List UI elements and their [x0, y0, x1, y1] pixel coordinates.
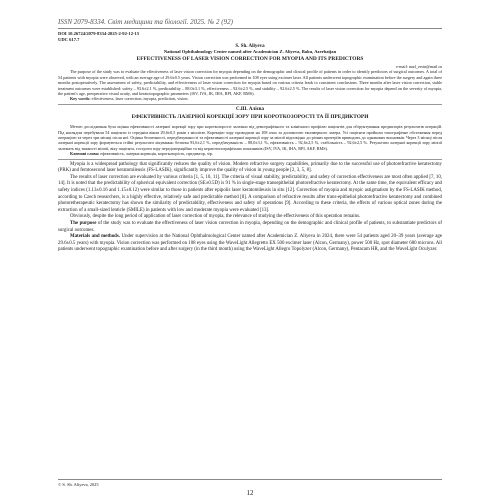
- purpose-text: of the study was to evaluate the effectiveness of laser vision correction in myopia, depending on the demographic and clinical profile of patients, to substantiate predictors of surgical outcomes.: [58, 221, 442, 233]
- body-paragraph-2: The results of laser correction are evaluated by various criteria [1, 5, 10, 11]. The criteria of visual stability, predictability, and safety of correction effectiveness are most often applied [7, 10, 14]. It is noted that the predictability of spherical equivalent correction (SE±0.5D) is 91 % in single-stage transepithelial photorefractive keratectomy. At the same time, the equivalent efficacy and safety indices (1.13±0.16 and 1.15±0.12) were similar to those in patients after epipolis laser keratomileusis in situ [12]. Correction of myopia and myopic astigmatism by the FS-LASIK method, according to Czech researchers, is a highly effective, relatively safe and predictable method [8]. A comparison of refractive results after trans-epithelial photorefractive keratectomy and combined photoretherapeutic keratectomy has shown the similarity of predictability, effectiveness and safety of operations [9]. According to these criteria, the effects of various optical zones during the extraction of a small-sized lenticle (SMILE) in patients with low and moderate myopia were evaluated [13].: [58, 174, 442, 213]
- page-footer: [58, 479, 442, 487]
- page-number: 12: [246, 489, 254, 497]
- purpose-label: The purpose: [70, 221, 97, 227]
- udc-line: UDC 617.7: [58, 37, 80, 42]
- methods-text: Under supervision at the National Ophthalmological Center named after Academician Z. Aliyeva in 2024, there were 54 patients aged 20–39 years (average age 29.6±0.5 years) with myopia. Vision correction was performed on 108 eyes using the WaveLight Allegretto EX 500 excimer laser (Alcon, Germany), power 500 Hz, spot diameter 680 microns. All patients underwent topographic examination before and after surgery (in the third month) using the WaveLight Allegro Topolyzer (Alcon, Germany), Pentacam HR, and the WaveLight Oculyzer.: [58, 234, 442, 253]
- journal-header: ISSN 2079-8334. Світ медицини та біології. 2025. № 2 (92): [58, 18, 233, 26]
- body-paragraph-3: Obviously, despite the long period of application of laser correction of myopia, the relevance of studying the effectiveness of this operation remains.: [70, 214, 361, 220]
- copyright: © S. Sh. Aliyeva, 2025: [58, 482, 99, 487]
- author-email: e-mail: nazl_ersin@mail.ru: [396, 64, 442, 70]
- title-en: EFFECTIVENESS OF LASER VISION CORRECTION FOR MYOPIA AND ITS PREDICTORS: [136, 56, 364, 62]
- section-rule-1: [58, 104, 442, 105]
- keywords-uk-text: ефективність, лазерна корекція, короткозорість, предиктор, зір.: [100, 151, 213, 157]
- keywords-en-label: Key words:: [70, 96, 91, 102]
- body-paragraph-purpose: [58, 221, 442, 234]
- abstract-uk: Метою дослідження була оцінка ефективності лазерної корекції зору при короткозорості залежно від демографічного та клінічного профілю пацієнтів для обґрунтування предикторів результатів операцій. Під наглядом перебували 54 пацієнти із середнім віком 29,6±0,5 років з міопією. Корекцію зору проводили на 108 очах за допомогою ексимерного лазера. Усі пацієнти пройшли топографічне обстеження перед операцією та через три місяці після неї. Оцінка безпечності, передбачуваності та ефективності лазерної корекції зору за міопії відповідно до різних критеріїв приводить до однакових висновків. Через 3 місяці після лазерної корекції зору формуються стійкі результати лікування: безпека 93,6±2,1 %, передбачуваність – 88,0±3,1 %, ефективність – 92,6±2,5 %, стабільність – 92,6±2,5 %. Результати лазерної корекції зору міопії залежать від тяжкості міопії, віку пацієнта, гостроти зору передопераційно та від кератотопографічних показників (ISV, IVA, IK, IHA, RPI, AKF, RMS).: [58, 124, 442, 151]
- keywords-en-text: effectiveness, laser correction, myopia, prediction, vision.: [91, 96, 189, 102]
- author-en: S. Sh. Aliyeva: [235, 44, 265, 49]
- section-rule-2: [58, 159, 442, 160]
- title-uk: ЕФЕКТИВНІСТЬ ЛАЗЕРНОЇ КОРЕКЦІЇ ЗОРУ ПРИ КОРОТКОЗОРОСТІ ТА ЇЇ ПРЕДИКТОРИ: [131, 113, 369, 120]
- author-uk: С.Ш. Алієва: [235, 106, 265, 112]
- methods-label: Materials and methods.: [70, 234, 120, 240]
- header-rule: [58, 28, 442, 29]
- keywords-uk-label: Ключові слова:: [70, 151, 100, 157]
- body-paragraph-1: Myopia is a widespread pathology that significantly reduces the quality of vision. Modern refractive surgery capabilities, primarily due to the successful use of photorefractive keratectomy (PRK) and femtosecond laser keratomileusis (FS-LASIK), significantly improve the quality of vision in young people [2, 3, 5, 8].: [58, 161, 442, 174]
- keywords-uk: [58, 151, 442, 156]
- keywords-en: [58, 96, 442, 101]
- doi-line: DOI 10.26724/2079-8334-2025-2-92-12-15: [58, 31, 140, 36]
- body-paragraph-methods: [58, 234, 442, 254]
- abstract-en: The purpose of the study was to evaluate the effectiveness of laser vision correction for myopia depending on the demographic and clinical profile of patients in order to identify predictors of surgical outcomes. A total of 54 patients with myopia were observed, with an average age of 29.6±0.5 years. Vision correction was performed in 108 eyes using excimer laser. All patients underwent topographic examination before the surgery and again three months postoperatively. The assessment of safety, predictability, and effectiveness of laser vision correction for myopia based on various criteria leads to consistent conclusions. Three months after laser vision correction, stable treatment outcomes were established: safety – 93.6±2.1 %, predictability – 88.0±3.1 %, effectiveness – 92.6±2.5 %, and stability – 92.6±2.5 %. The results of laser vision correction for myopia depend on the severity of myopia, the patient's age, preoperative visual acuity, and keratotopographic parameters (ISV, IVA, IK, IHA, RPI, AKF, RMS).: [58, 69, 442, 97]
- affiliation-en: National Ophthalmology Center named after Academician Z. Aliyeva, Baku, Azerbaijan: [163, 49, 337, 54]
